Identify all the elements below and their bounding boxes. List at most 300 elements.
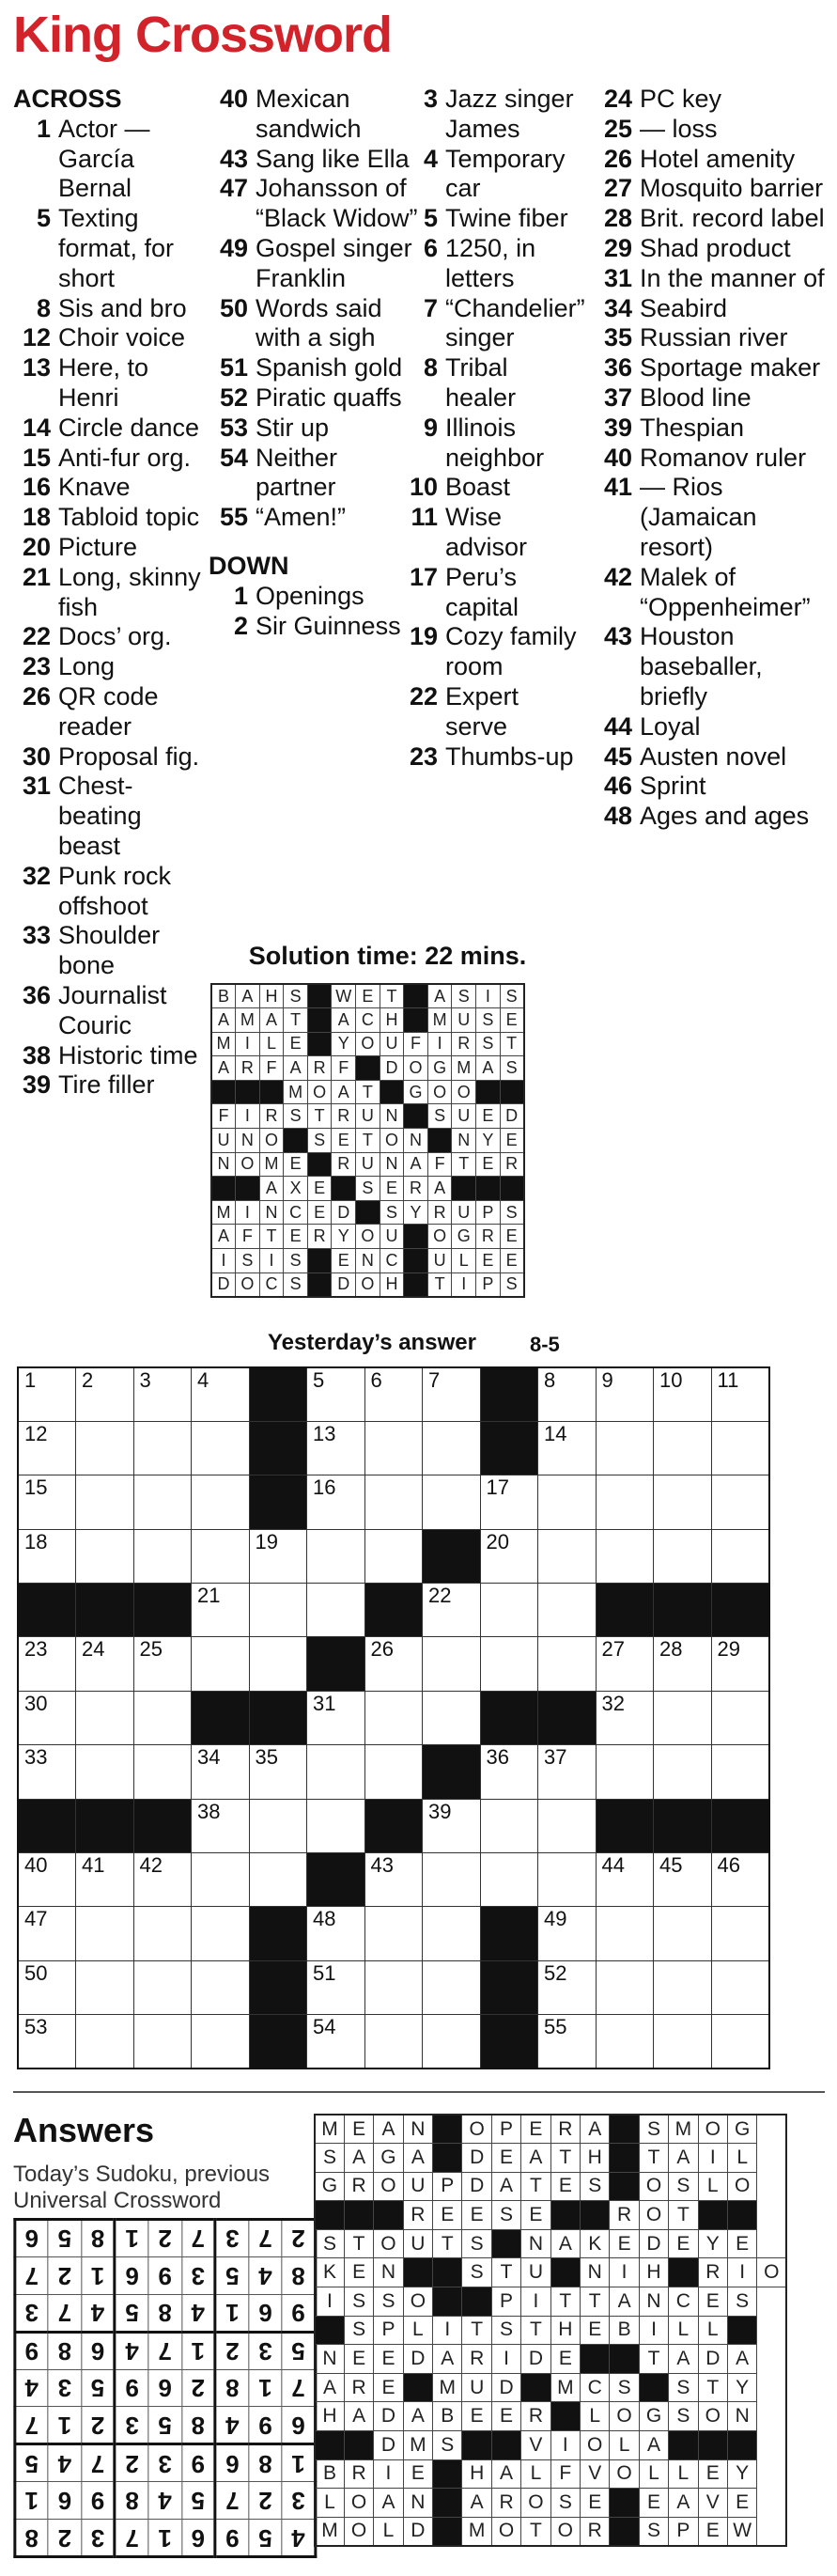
clue-item (597, 234, 826, 264)
answer-cell[interactable] (538, 1799, 597, 1852)
answer-cell[interactable]: 40 (18, 1853, 76, 1907)
letter-cell: L (374, 2517, 403, 2546)
answer-cell[interactable]: 1 (18, 1367, 76, 1421)
answer-cell[interactable]: 10 (654, 1367, 712, 1421)
answer-cell[interactable] (364, 1745, 423, 1799)
sudoku-row (15, 2407, 316, 2444)
answer-cell[interactable]: 32 (596, 1691, 654, 1744)
letter-cell: O (344, 2489, 373, 2518)
answer-cell[interactable] (307, 1584, 365, 1637)
clue-text: Sis and bro (58, 293, 187, 322)
answer-cell[interactable] (76, 1907, 134, 1960)
clue-number: 17 (409, 562, 438, 591)
letter-cell: L (452, 1249, 476, 1273)
sudoku-cell: 3 (282, 2482, 316, 2520)
letter-cell: I (452, 1272, 476, 1297)
answer-cell[interactable] (76, 1475, 134, 1529)
answer-cell[interactable] (711, 1960, 769, 2014)
answer-cell[interactable] (654, 1421, 712, 1475)
clue-text: 1250, in letters (445, 233, 536, 292)
letter-cell: T (462, 2316, 491, 2345)
answer-cell[interactable] (480, 1853, 538, 1907)
answer-cell[interactable]: 30 (18, 1691, 76, 1744)
letter-cell: G (315, 2172, 344, 2201)
sudoku-cell: 2 (115, 2444, 148, 2482)
letter-cell: A (403, 2402, 432, 2431)
answer-cell[interactable]: 34 (192, 1745, 250, 1799)
grid-row (315, 2229, 786, 2258)
letter-cell: D (211, 1272, 236, 1297)
answer-cell[interactable] (133, 1475, 192, 1529)
sudoku-cell: 3 (215, 2220, 249, 2257)
grid-row (315, 2115, 786, 2144)
black-square (249, 2015, 307, 2069)
letter-cell: O (639, 2201, 668, 2230)
answer-cell[interactable]: 36 (480, 1745, 538, 1799)
letter-cell: I (521, 2287, 550, 2317)
answer-cell[interactable] (76, 1745, 134, 1799)
answer-cell[interactable] (423, 1421, 481, 1475)
answer-cell[interactable]: 54 (307, 2015, 365, 2069)
answer-cell[interactable]: 21 (192, 1584, 250, 1637)
clue-text: Austen novel (640, 742, 787, 771)
answer-cell[interactable] (364, 1421, 423, 1475)
letter-cell: T (452, 1152, 476, 1177)
letter-cell: E (491, 2144, 520, 2173)
black-square (433, 2115, 462, 2144)
answer-cell[interactable]: 6 (364, 1367, 423, 1421)
answer-cell[interactable]: 7 (423, 1367, 481, 1421)
answer-cell[interactable] (249, 1799, 307, 1852)
black-square (344, 2431, 373, 2460)
clue-number: 35 (603, 323, 632, 352)
answer-cell[interactable] (133, 1960, 192, 2014)
letter-cell: A (521, 2144, 550, 2173)
answer-cell[interactable] (480, 1637, 538, 1691)
clue-item (13, 503, 207, 533)
letter-cell: A (669, 2144, 698, 2173)
answer-cell[interactable] (364, 1691, 423, 1744)
black-square (380, 1080, 404, 1104)
clue-number: 12 (22, 323, 51, 352)
answer-cell[interactable] (133, 1421, 192, 1475)
answer-cell[interactable] (192, 1421, 250, 1475)
answer-cell[interactable]: 14 (538, 1421, 597, 1475)
sudoku-cell: 5 (148, 2407, 182, 2444)
answer-cell[interactable] (711, 1475, 769, 1529)
answer-cell[interactable] (192, 1637, 250, 1691)
answer-cell[interactable] (596, 1475, 654, 1529)
answer-cell[interactable]: 8 (538, 1367, 597, 1421)
sudoku-cell: 3 (115, 2407, 148, 2444)
letter-cell: L (727, 2144, 756, 2173)
answer-cell[interactable]: 29 (711, 1637, 769, 1691)
clue-number: 10 (409, 473, 438, 502)
answer-cell[interactable] (423, 1691, 481, 1744)
answer-cell[interactable] (364, 2015, 423, 2069)
answer-cell[interactable] (364, 1907, 423, 1960)
clue-text: Thumbs-up (445, 742, 574, 771)
letter-cell: A (374, 2115, 403, 2144)
black-square (249, 1367, 307, 1421)
answer-cell[interactable] (133, 1691, 192, 1744)
clue-number: 3 (423, 85, 438, 113)
answer-cell[interactable]: 43 (364, 1853, 423, 1907)
clue-text: Johansson of “Black Widow” (256, 174, 418, 233)
answer-cell[interactable]: 55 (538, 2015, 597, 2069)
answer-cell[interactable] (307, 1529, 365, 1583)
clue-text: Brit. record label (640, 204, 825, 233)
black-square (18, 1799, 76, 1852)
letter-cell: E (698, 2517, 727, 2546)
answer-cell[interactable] (711, 1691, 769, 1744)
clue-text: PC key (640, 85, 722, 113)
clue-text: Thespian (640, 413, 745, 442)
sudoku-cell: 9 (249, 2407, 283, 2444)
letter-cell: O (639, 2172, 668, 2201)
answer-cell[interactable]: 35 (249, 1745, 307, 1799)
answer-cell[interactable]: 49 (538, 1907, 597, 1960)
letter-cell: B (315, 2459, 344, 2489)
answer-cell[interactable]: 24 (76, 1637, 134, 1691)
letter-cell: I (610, 2258, 639, 2287)
answer-cell[interactable]: 27 (596, 1637, 654, 1691)
letter-cell: T (307, 1104, 332, 1129)
answer-cell[interactable] (192, 2015, 250, 2069)
answer-cell[interactable] (596, 1421, 654, 1475)
answer-cell[interactable]: 17 (480, 1475, 538, 1529)
answer-cell[interactable]: 20 (480, 1529, 538, 1583)
clue-text: Expert serve (445, 681, 519, 741)
clue-item (597, 145, 826, 175)
answer-cell[interactable] (307, 1799, 365, 1852)
answer-cell[interactable] (192, 1960, 250, 2014)
answer-cell[interactable]: 12 (18, 1421, 76, 1475)
answer-cell[interactable]: 19 (249, 1529, 307, 1583)
answer-cell[interactable] (133, 2015, 192, 2069)
sudoku-cell: 7 (82, 2444, 116, 2482)
black-square (521, 2373, 550, 2402)
answer-cell[interactable] (654, 1907, 712, 1960)
letter-cell: A (332, 1080, 356, 1104)
letter-cell: W (727, 2517, 756, 2546)
answer-cell[interactable] (596, 1745, 654, 1799)
letter-cell: T (639, 2144, 668, 2173)
clue-number: 2 (233, 611, 248, 640)
answer-cell[interactable]: 45 (654, 1853, 712, 1907)
answer-cell[interactable]: 11 (711, 1367, 769, 1421)
letter-cell: A (427, 984, 452, 1008)
answer-cell[interactable]: 26 (364, 1637, 423, 1691)
letter-cell: I (259, 1249, 284, 1273)
letter-cell: S (315, 2144, 344, 2173)
answer-cell[interactable] (76, 1960, 134, 2014)
answer-cell[interactable]: 25 (133, 1637, 192, 1691)
letter-cell: E (344, 2258, 373, 2287)
letter-cell: S (500, 1200, 524, 1225)
answer-cell[interactable] (711, 2015, 769, 2069)
answer-cell[interactable] (76, 2015, 134, 2069)
clue-item (13, 622, 207, 652)
letter-cell: H (581, 2144, 610, 2173)
sudoku-cell: 8 (115, 2482, 148, 2520)
clue-text: Texting format, for short (58, 204, 175, 292)
answer-cell[interactable] (711, 1421, 769, 1475)
answer-cell[interactable] (249, 1637, 307, 1691)
clue-item (597, 802, 826, 832)
answer-cell[interactable]: 13 (307, 1421, 365, 1475)
clue-number: 39 (22, 1070, 51, 1100)
clue-item (209, 444, 425, 504)
answer-cell[interactable] (192, 1853, 250, 1907)
clue-item (402, 145, 582, 205)
letter-cell: E (500, 1008, 524, 1033)
sudoku-cell: 9 (148, 2256, 182, 2294)
grid-row (18, 1637, 769, 1691)
answer-cell[interactable] (654, 2015, 712, 2069)
black-square (480, 1907, 538, 1960)
answer-cell[interactable] (538, 1529, 597, 1583)
sudoku-cell: 4 (48, 2444, 82, 2482)
answer-cell[interactable]: 28 (654, 1637, 712, 1691)
clue-item (209, 503, 425, 533)
answer-cell[interactable] (654, 1529, 712, 1583)
answer-cell[interactable] (596, 1907, 654, 1960)
black-square (307, 1853, 365, 1907)
letter-cell: T (698, 2373, 727, 2402)
answer-cell[interactable]: 48 (307, 1907, 365, 1960)
answer-cell[interactable]: 38 (192, 1799, 250, 1852)
letter-cell: S (307, 1129, 332, 1153)
letter-cell: R (307, 1056, 332, 1081)
letter-cell: O (698, 2402, 727, 2431)
sudoku-cell: 9 (115, 2369, 148, 2407)
answer-cell[interactable] (423, 1853, 481, 1907)
letter-cell: R (491, 2489, 520, 2518)
black-square (669, 2431, 698, 2460)
black-square (596, 1584, 654, 1637)
answer-cell[interactable]: 31 (307, 1691, 365, 1744)
answer-cell[interactable] (654, 1745, 712, 1799)
answer-cell[interactable] (364, 1475, 423, 1529)
answer-cell[interactable] (423, 1637, 481, 1691)
clue-number: 51 (219, 353, 248, 382)
answer-cell[interactable] (249, 1853, 307, 1907)
letter-cell: A (727, 2345, 756, 2374)
clue-text: Peru’s capital (445, 562, 519, 621)
answer-cell[interactable]: 47 (18, 1907, 76, 1960)
answer-cell[interactable] (423, 1960, 481, 2014)
sudoku-cell: 4 (15, 2369, 49, 2407)
answer-cell[interactable] (480, 1584, 538, 1637)
answer-cell[interactable] (711, 1529, 769, 1583)
answer-cell[interactable] (596, 1960, 654, 2014)
answer-cell[interactable] (76, 1691, 134, 1744)
black-square (249, 1691, 307, 1744)
sudoku-cell: 2 (82, 2407, 116, 2444)
answer-cell[interactable]: 9 (596, 1367, 654, 1421)
clue-item (13, 444, 207, 474)
grid-row (315, 2287, 786, 2317)
answer-cell[interactable] (364, 1529, 423, 1583)
answer-cell[interactable] (596, 1529, 654, 1583)
answer-cell[interactable] (192, 1907, 250, 1960)
answer-cell[interactable]: 37 (538, 1745, 597, 1799)
black-square (476, 1177, 501, 1201)
sudoku-cell: 3 (181, 2256, 215, 2294)
answer-cell[interactable]: 46 (711, 1853, 769, 1907)
answer-cell[interactable] (423, 2015, 481, 2069)
answer-cell[interactable]: 22 (423, 1584, 481, 1637)
clue-item (13, 353, 207, 414)
black-square (727, 2431, 756, 2460)
answer-cell[interactable] (192, 1529, 250, 1583)
letter-cell: H (315, 2402, 344, 2431)
answer-cell[interactable] (364, 1960, 423, 2014)
letter-cell: M (669, 2115, 698, 2144)
clue-number: 48 (603, 802, 632, 831)
black-square (133, 1799, 192, 1852)
answer-cell[interactable]: 23 (18, 1637, 76, 1691)
sudoku-cell: 5 (48, 2220, 82, 2257)
letter-cell: S (462, 2229, 491, 2258)
answer-cell[interactable] (538, 1853, 597, 1907)
answer-cell[interactable] (133, 1907, 192, 1960)
clue-item (402, 473, 582, 503)
answer-cell[interactable] (76, 1421, 134, 1475)
letter-cell: T (521, 2172, 550, 2201)
letter-cell: S (344, 2287, 373, 2317)
letter-cell: R (344, 2459, 373, 2489)
letter-cell: O (610, 2402, 639, 2431)
sudoku-cell: 6 (282, 2407, 316, 2444)
letter-cell: S (284, 984, 308, 1008)
sudoku-cell: 9 (181, 2444, 215, 2482)
letter-cell: E (356, 984, 380, 1008)
answer-cell[interactable]: 50 (18, 1960, 76, 2014)
letter-cell: L (610, 2431, 639, 2460)
answer-cell[interactable] (654, 1691, 712, 1744)
answer-cell[interactable] (133, 1745, 192, 1799)
grid-row (18, 1799, 769, 1852)
black-square (249, 1475, 307, 1529)
answer-cell[interactable] (192, 1475, 250, 1529)
letter-cell: E (727, 2489, 756, 2518)
answers-subtitle: Today’s Sudoku, previous Universal Crossword (13, 2162, 271, 2213)
letter-cell: O (727, 2172, 756, 2201)
universal-crossword-answer-grid (314, 2114, 787, 2547)
letter-cell: A (639, 2431, 668, 2460)
clue-text: Docs’ org. (58, 622, 172, 651)
clue-text: Circle dance (58, 413, 200, 442)
answer-cell[interactable]: 5 (307, 1367, 365, 1421)
clue-text: Sprint (640, 772, 706, 801)
sudoku-row (15, 2294, 316, 2332)
letter-cell: G (727, 2115, 756, 2144)
answer-cell[interactable] (654, 1960, 712, 2014)
sudoku-cell: 8 (48, 2332, 82, 2369)
answer-cell[interactable] (538, 1584, 597, 1637)
letter-cell: L (403, 2316, 432, 2345)
sudoku-cell: 3 (148, 2444, 182, 2482)
letter-cell: S (500, 984, 524, 1008)
answer-cell[interactable] (423, 1475, 481, 1529)
answer-cell[interactable] (596, 2015, 654, 2069)
letter-cell: O (427, 1225, 452, 1249)
black-square (374, 2201, 403, 2230)
answer-cell[interactable] (711, 1907, 769, 1960)
answer-cell[interactable]: 44 (596, 1853, 654, 1907)
sudoku-cell: 4 (181, 2294, 215, 2332)
letter-cell: T (427, 1272, 452, 1297)
letter-cell: M (315, 2115, 344, 2144)
grid-row (211, 1056, 524, 1081)
sudoku-cell: 5 (115, 2294, 148, 2332)
answer-cell[interactable]: 15 (18, 1475, 76, 1529)
answer-cell[interactable] (76, 1529, 134, 1583)
sudoku-cell: 1 (115, 2220, 148, 2257)
letter-cell: E (550, 2172, 580, 2201)
clue-text: Historic time (58, 1040, 198, 1069)
answer-cell[interactable]: 52 (538, 1960, 597, 2014)
sudoku-cell: 8 (215, 2369, 249, 2407)
answer-cell[interactable]: 2 (76, 1367, 134, 1421)
letter-cell: L (581, 2402, 610, 2431)
grid-row (211, 1177, 524, 1201)
answer-cell[interactable] (307, 1745, 365, 1799)
letter-cell: O (356, 1225, 380, 1249)
letter-cell: A (403, 2144, 432, 2173)
answer-cell[interactable] (654, 1475, 712, 1529)
letter-cell: O (236, 1272, 260, 1297)
answer-cell[interactable]: 4 (192, 1367, 250, 1421)
answer-cell[interactable]: 53 (18, 2015, 76, 2069)
sudoku-row (15, 2332, 316, 2369)
black-square (307, 1152, 332, 1177)
letter-cell: O (307, 1080, 332, 1104)
clue-number: 26 (603, 144, 632, 173)
answer-cell[interactable] (423, 1907, 481, 1960)
answer-cell[interactable] (538, 1475, 597, 1529)
answer-cell[interactable]: 16 (307, 1475, 365, 1529)
clue-text: Gospel singer Franklin (256, 233, 412, 292)
answer-cell[interactable] (249, 1584, 307, 1637)
answer-cell[interactable] (711, 1745, 769, 1799)
answer-cell[interactable]: 33 (18, 1745, 76, 1799)
answer-cell[interactable] (133, 1529, 192, 1583)
letter-cell: M (452, 1056, 476, 1081)
letter-cell: E (307, 1200, 332, 1225)
letter-cell: S (284, 1104, 308, 1129)
answer-cell[interactable] (480, 1799, 538, 1852)
sudoku-cell: 8 (15, 2520, 49, 2557)
answer-cell[interactable]: 18 (18, 1529, 76, 1583)
answer-cell[interactable]: 3 (133, 1367, 192, 1421)
answer-cell[interactable] (538, 1637, 597, 1691)
answer-cell[interactable]: 39 (423, 1799, 481, 1852)
letter-cell: Y (332, 1225, 356, 1249)
grid-row (18, 2015, 769, 2069)
answer-cell[interactable]: 51 (307, 1960, 365, 2014)
clue-number: 55 (219, 503, 248, 532)
black-square (404, 1225, 428, 1249)
letter-cell: O (550, 2517, 580, 2546)
letter-cell: O (236, 1152, 260, 1177)
letter-cell: E (476, 1249, 501, 1273)
sudoku-cell: 1 (15, 2482, 49, 2520)
answer-cell[interactable]: 41 (76, 1853, 134, 1907)
answer-cell[interactable]: 42 (133, 1853, 192, 1907)
